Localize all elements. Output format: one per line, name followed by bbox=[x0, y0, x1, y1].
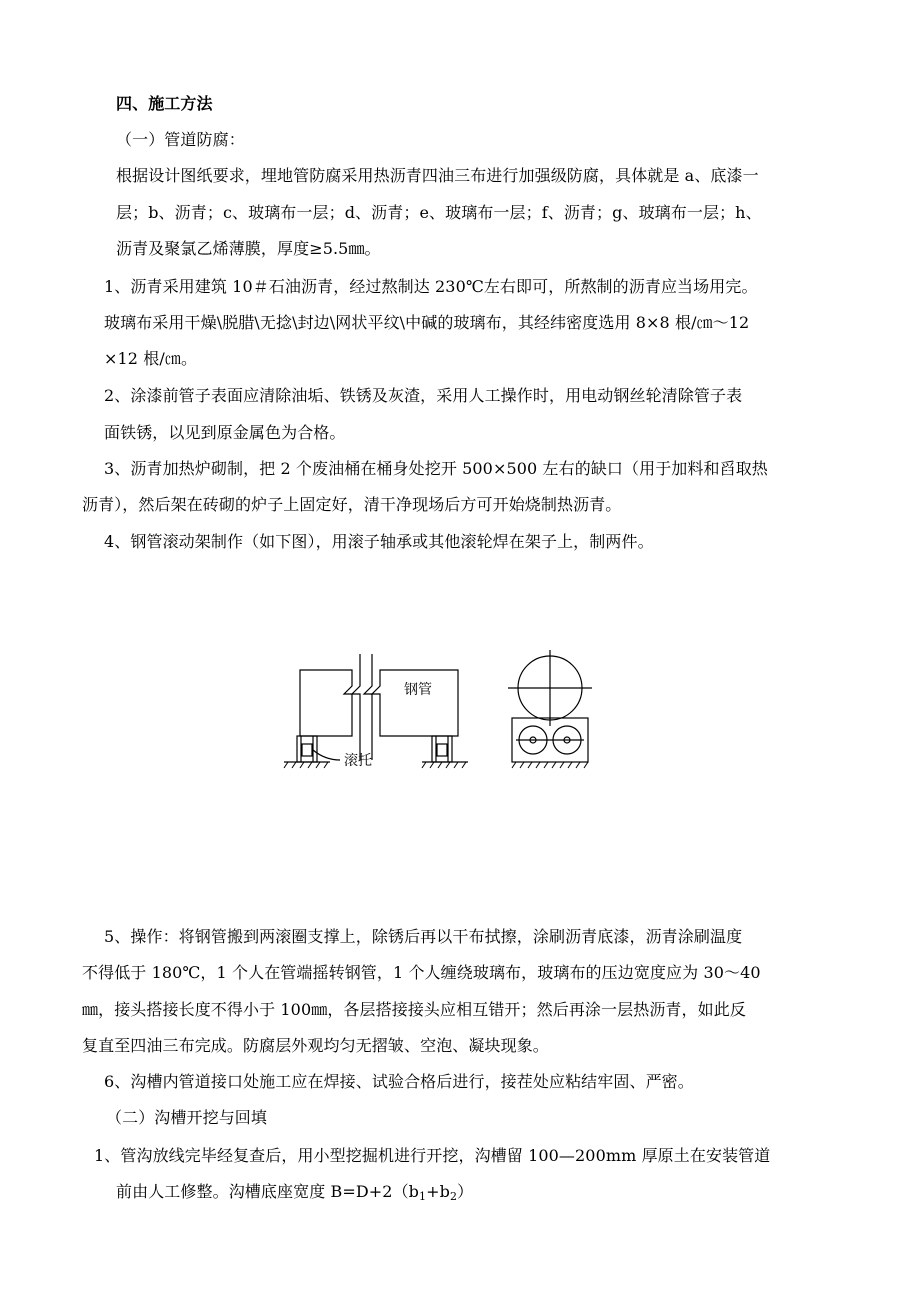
paragraph-line: 不得低于 180℃，1 个人在管端摇转钢管，1 个人缠绕玻璃布，玻璃布的压边宽度应为 30～40 bbox=[82, 963, 761, 982]
formula-text: 前由人工修整。沟槽底座宽度 B=D+2（b bbox=[116, 1182, 420, 1201]
paragraph-line: 面铁锈，以见到原金属色为合格。 bbox=[104, 423, 346, 442]
paragraph-line: 玻璃布采用干燥\脱腊\无捻\封边\网状平纹\中碱的玻璃布，其经纬密度选用 8×8 根/㎝～12 bbox=[104, 313, 750, 332]
paragraph-line: 3、沥青加热炉砌制，把 2 个废油桶在桶身处挖开 500×500 左右的缺口（用于加料和舀取热 bbox=[104, 459, 768, 478]
paragraph-line: 沥青），然后架在砖砌的炉子上固定好，清干净现场后方可开始烧制热沥青。 bbox=[82, 495, 622, 514]
paragraph-line: 4、钢管滚动架制作（如下图），用滚子轴承或其他滚轮焊在架子上，制两件。 bbox=[104, 532, 654, 551]
pipe-right-section bbox=[372, 670, 458, 736]
paragraph-line: 根据设计图纸要求，埋地管防腐采用热沥青四油三布进行加强级防腐，具体就是 a、底漆一 bbox=[116, 166, 759, 185]
pipe-break-line bbox=[364, 654, 372, 760]
paragraph-line: 2、涂漆前管子表面应清除油垢、铁锈及灰渣，采用人工操作时，用电动钢丝轮清除管子表 bbox=[104, 386, 743, 405]
paragraph-line: 层；b、沥青；c、玻璃布一层；d、沥青；e、玻璃布一层；f、沥青；g、玻璃布一层；h、 bbox=[116, 203, 762, 222]
paragraph-line: 1、管沟放线完毕经复查后，用小型挖掘机进行开挖，沟槽留 100—200mm 厚原土在安装管道 bbox=[94, 1146, 771, 1165]
paragraph-line: 沥青及聚氯乙烯薄膜，厚度≥5.5㎜。 bbox=[116, 239, 381, 258]
roller-bracket bbox=[432, 736, 452, 762]
subscript: 1 bbox=[419, 1190, 427, 1203]
roller-label: 滚托 bbox=[344, 753, 372, 769]
pipe-label: 钢管 bbox=[404, 682, 432, 698]
formula-text: +b bbox=[426, 1182, 450, 1201]
subscript: 2 bbox=[449, 1190, 458, 1203]
pipe-left-section bbox=[300, 670, 352, 736]
paragraph-line: ㎜，接头搭接长度不得小于 100㎜，各层搭接接头应相互错开；然后再涂一层热沥青，如此反 bbox=[82, 1000, 746, 1019]
paragraph-line: 5、操作：将钢管搬到两滚圈支撑上，除锈后再以干布拭擦，涂刷沥青底漆，沥青涂刷温度 bbox=[104, 927, 743, 946]
paragraph-line: 6、沟槽内管道接口处施工应在焊接、试验合格后进行，接茬处应粘结牢固、严密。 bbox=[104, 1072, 694, 1091]
paragraph-line: 1、沥青采用建筑 10＃石油沥青，经过熬制达 230℃左右即可，所熬制的沥青应当场用完。 bbox=[104, 277, 758, 296]
subsection-title: （一）管道防腐： bbox=[116, 130, 245, 149]
paragraph-line: 复直至四油三布完成。防腐层外观均匀无摺皱、空泡、凝块现象。 bbox=[82, 1036, 549, 1055]
paragraph-line bbox=[116, 1182, 473, 1202]
pipe-break-line bbox=[352, 654, 360, 760]
roller-bracket bbox=[297, 736, 317, 762]
section-heading: 四、施工方法 bbox=[116, 94, 213, 113]
pipe-rolling-frame-figure bbox=[280, 650, 610, 780]
subsection-title: （二）沟槽开挖与回填 bbox=[106, 1108, 268, 1127]
formula-text: ） bbox=[457, 1182, 474, 1201]
paragraph-line: ×12 根/㎝。 bbox=[104, 349, 198, 368]
